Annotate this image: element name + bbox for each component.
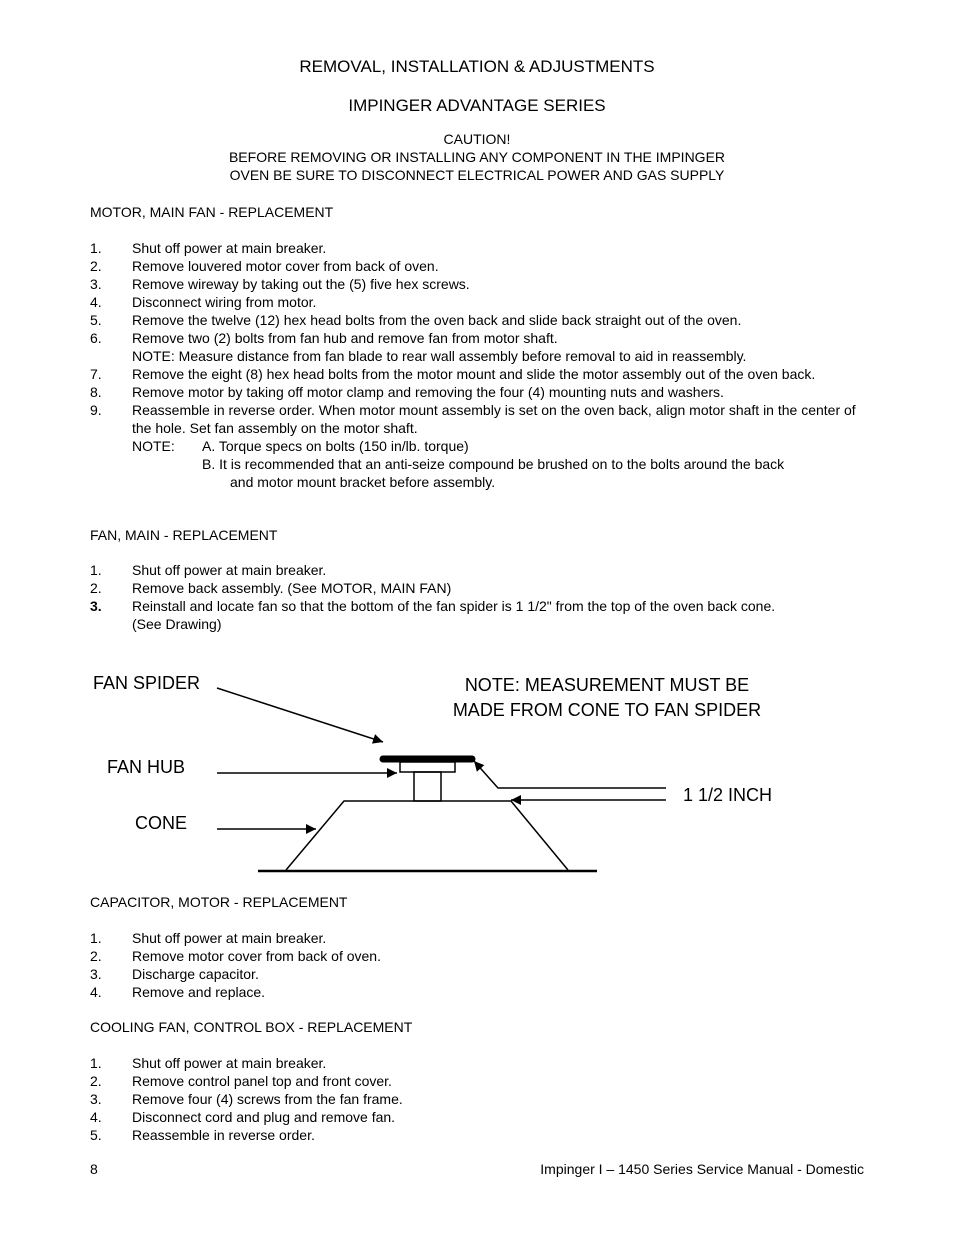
section-heading-motor: MOTOR, MAIN FAN - REPLACEMENT — [90, 204, 334, 220]
caution-line: OVEN BE SURE TO DISCONNECT ELECTRICAL POWER AND GAS SUPPLY — [229, 167, 725, 183]
capacitor-steps — [90, 929, 870, 1001]
cone-outline — [286, 801, 568, 870]
motor-shaft — [414, 772, 441, 801]
note-label: NOTE: — [132, 438, 175, 454]
diagram-note: NOTE: MEASUREMENT MUST BE MADE FROM CONE TO FAN SPIDER — [452, 675, 762, 720]
list-item: 2. Remove back assembly. (See MOTOR, MAIN FAN) — [90, 580, 452, 596]
note-a: A. Torque specs on bolts (150 in/lb. torque) — [202, 438, 469, 454]
list-item: 7. Remove the eight (8) hex head bolts from the motor mount and slide the motor assembly out of the oven back. — [90, 366, 816, 382]
list-item: 2. Remove control panel top and front cover. — [90, 1073, 392, 1089]
list-item: 1. Shut off power at main breaker. — [90, 562, 327, 578]
section-heading-fan: FAN, MAIN - REPLACEMENT — [90, 527, 278, 543]
list-item: 5. Reassemble in reverse order. — [90, 1127, 315, 1143]
list-item: 3. Reinstall and locate fan so that the bottom of the fan spider is 1 1/2" from the top of the oven back cone. — [90, 598, 776, 614]
arrow-measure-top — [474, 761, 666, 788]
note-b-cont: and motor mount bracket before assembly. — [230, 474, 496, 490]
list-item: 4. Disconnect wiring from motor. — [90, 294, 317, 310]
list-item: 8. Remove motor by taking off motor clamp and removing the four (4) mounting nuts and washers. — [90, 384, 724, 400]
list-item: 2. Remove motor cover from back of oven. — [90, 948, 381, 964]
step-note: (See Drawing) — [132, 616, 222, 632]
list-item: 3. Discharge capacitor. — [90, 966, 259, 982]
list-item: 3. Remove four (4) screws from the fan frame. — [90, 1091, 403, 1107]
section-heading-capacitor: CAPACITOR, MOTOR - REPLACEMENT — [90, 894, 348, 910]
caution-line: BEFORE REMOVING OR INSTALLING ANY COMPONENT IN THE IMPINGER — [228, 149, 726, 165]
fan-hub — [400, 762, 455, 772]
label-fan-spider: FAN SPIDER — [93, 673, 201, 693]
list-item: 4. Disconnect cord and plug and remove fan. — [90, 1109, 396, 1125]
list-item: 2. Remove louvered motor cover from back of oven. — [90, 258, 439, 274]
label-cone: CONE — [135, 813, 188, 833]
caution-title: CAUTION! — [443, 131, 511, 147]
list-item: 6. Remove two (2) bolts from fan hub and remove fan from motor shaft. — [90, 330, 558, 346]
list-item: 3. Remove wireway by taking out the (5) five hex screws. — [90, 276, 470, 292]
step-note: NOTE: Measure distance from fan blade to rear wall assembly before removal to aid in reassembly. — [132, 348, 747, 364]
list-item: 1. Shut off power at main breaker. — [90, 930, 327, 946]
list-item: 1. Shut off power at main breaker. — [90, 1055, 327, 1071]
page-subtitle: IMPINGER ADVANTAGE SERIES — [348, 96, 606, 115]
list-item: 4. Remove and replace. — [90, 984, 266, 1000]
arrow-fan-spider — [217, 688, 383, 742]
section-heading-cooling: COOLING FAN, CONTROL BOX - REPLACEMENT — [90, 1019, 413, 1035]
list-item: 5. Remove the twelve (12) hex head bolts from the oven back and slide back straight out of the oven. — [90, 312, 742, 328]
list-item: 9. Reassemble in reverse order. When motor mount assembly is set on the oven back, align motor shaft in the center of the hole. Set fan assembly on the motor shaft. — [90, 402, 856, 436]
label-fan-hub: FAN HUB — [107, 757, 186, 777]
list-item: 1. Shut off power at main breaker. — [90, 240, 327, 256]
note-b: B. It is recommended that an anti-seize compound be brushed on to the bolts around the back — [202, 456, 785, 472]
manual-title: Impinger I – 1450 Series Service Manual - Domestic — [540, 1161, 864, 1177]
label-measurement: 1 1/2 INCH — [683, 785, 773, 805]
cooling-steps — [90, 1054, 870, 1144]
page-title: REMOVAL, INSTALLATION & ADJUSTMENTS — [299, 57, 655, 76]
page-number: 8 — [90, 1161, 98, 1177]
